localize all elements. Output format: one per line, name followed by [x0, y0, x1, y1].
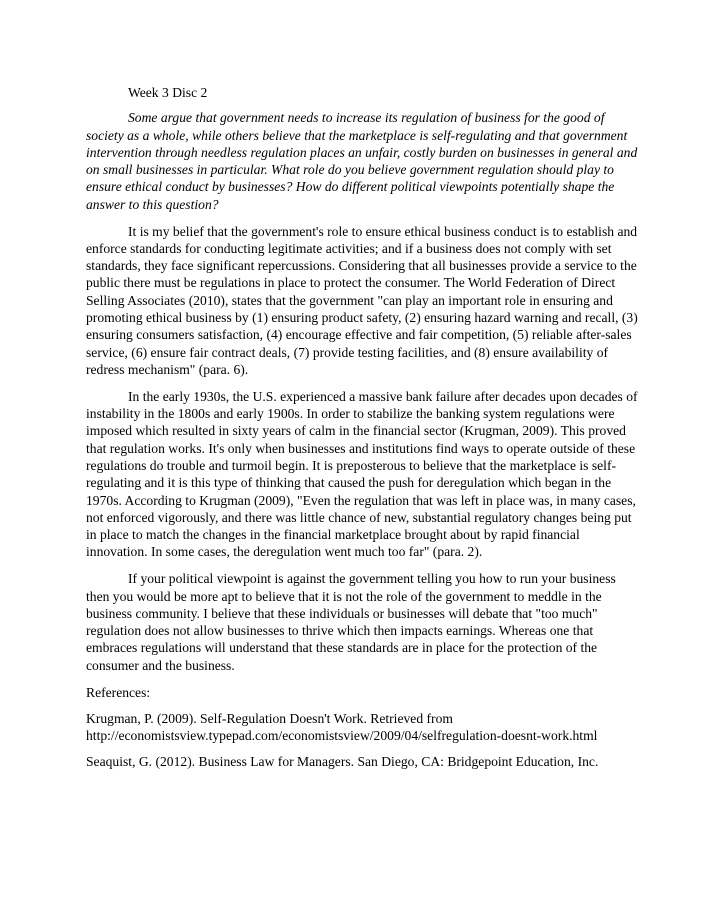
body-paragraph-1: It is my belief that the government's role to ensure ethical business conduct is to establish and enforce standards for conducting legitimate activities; and if a business does not comply with set standards, they face significant repercussions. Considering that all businesses provide a service to the public there must be regulations in place to protect the consumer. The World Federation of Direct Selling Associates (2010), states that the government "can play an important role in ensuring and promoting ethical business by (1) ensuring product safety, (2) ensuring hazard warning and recall, (3) ensuring consumers satisfaction, (4) encourage effective and fair competition, (5) reliable after-sales service, (6) ensure fair contract deals, (7) provide testing facilities, and (8) ensure availability of redress mechanism" (para. 6). — [86, 223, 638, 377]
discussion-prompt: Some argue that government needs to increase its regulation of business for the good of society as a whole, while others believe that the marketplace is self-regulating and that government intervention through needless regulation places an unfair, costly burden on businesses in general and on small businesses in particular. What role do you believe government regulation should play to ensure ethical conduct by businesses? How do different political viewpoints potentially shape the answer to this question? — [86, 110, 638, 212]
document-page — [86, 84, 640, 780]
body-paragraph-3: If your political viewpoint is against the government telling you how to run your business then you would be more apt to believe that it is not the role of the government to meddle in the business community. I believe that these individuals or businesses will debate that "too much" regulation does not allow businesses to thrive which then impacts earnings. Whereas one that embraces regulations will understand that these standards are in place for the protection of the consumer and the business. — [86, 571, 616, 673]
reference-item-1: Krugman, P. (2009). Self-Regulation Doesn't Work. Retrieved from http://economistsview.typepad.com/economistsview/2009/04/selfregulation-doesnt-work.html — [86, 710, 598, 744]
document-title: Week 3 Disc 2 — [128, 85, 208, 100]
body-paragraph-2: In the early 1930s, the U.S. experienced a massive bank failure after decades upon decades of instability in the 1800s and early 1900s. In order to stabilize the banking system regulations were imposed which resulted in sixty years of calm in the financial sector (Krugman, 2009). This proved that regulation works. It's only when businesses and institutions find ways to operate outside of these regulations do trouble and turmoil begin. It is preposterous to believe that the marketplace is self-regulating and it is this type of thinking that caused the push for deregulation which began in the 1970s. According to Krugman (2009), "Even the regulation that was left in place was, in many cases, not enforced vigorously, and there was little chance of new, substantial regulatory changes being put in place to match the changes in the financial marketplace brought about by rapid financial innovation. In some cases, the deregulation went much too far" (para. 2). — [86, 388, 638, 560]
reference-item-2: Seaquist, G. (2012). Business Law for Managers. San Diego, CA: Bridgepoint Education, Inc. — [86, 754, 599, 770]
references-heading: References: — [86, 684, 151, 700]
